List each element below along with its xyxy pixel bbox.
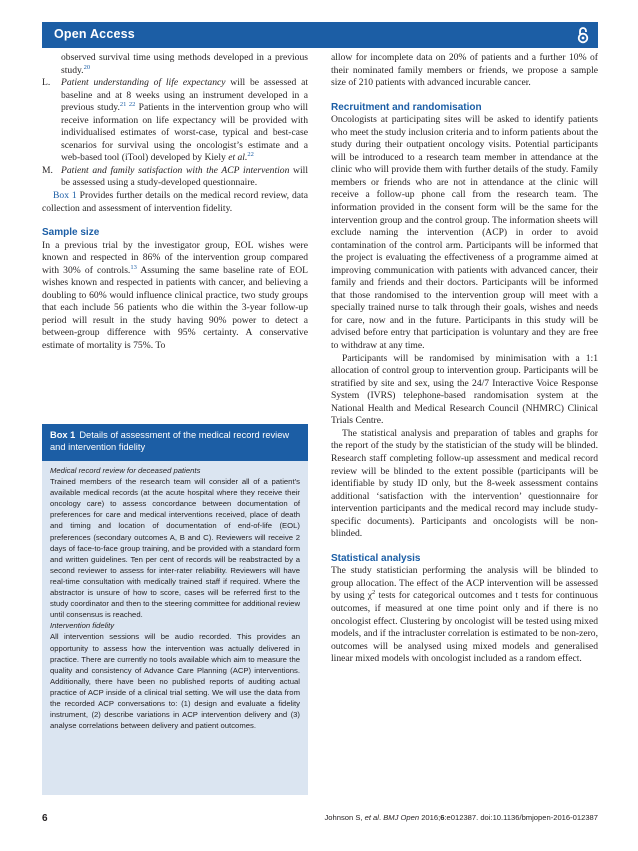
page-number: 6 xyxy=(42,813,48,824)
recruitment-paragraph-3: The statistical analysis and preparation of tables and graphs for the report of the study by the statistician of the study will be blinded. Research staff completing follow-up assessment and medical record review will be blinded to the extent possible (participants will be identifiable by study ID only, but the 8-week assessment contains additional ‘satisfaction with the intervention’ questionnaire for intervention participants and the medical record may include study-specific documents). Participants and oncologists will be non-blinded. xyxy=(331,427,598,540)
box-1-fidelity-text: All intervention sessions will be audio recorded. This provides an opportunity to assess how the intervention was actually delivered in practice. There are currently no tools available which aim to measure the quality and consistency of Advance Care Planning (ACP) interventions. Additionally, there have been no published reports of auditing actual practice of ACP inside of a clinical trial setting. We will use the data from the recorded ACP conversations to: (1) design and evaluate a fidelity instrument, (2) describe variations in ACP intervention delivery and (3) analyse correlations between delivery and patient outcomes. xyxy=(50,632,300,731)
box-1-medical-record-text: Trained members of the research team will consider all of a patient’s available medical records (at the acute hospital where they receive their oncology care) to assess concordance between documentation of preferences for care and medical interventions received, place of death and timing and location of documentation of end-of-life (EOL) preferences (secondary outcomes A, B and C). Reviewers will receive 2 days of face-to-face group training, and be provided with a standard form and written guidelines. Ten per cent of records will be reabstracted by a second reviewer to assess for inter-rater reliability. Reviewers will have real-time consultation with medically trained staff if required. Where the abstractor is unsure of how to score, cases will be referred first to the study coordinator and then to the steering committee for additional review until consensus is reached. xyxy=(50,477,300,620)
box-reference-paragraph: Box 1 Provides further details on the medical record review, data collection and assessment of intervention fidelity. xyxy=(42,190,308,214)
list-item-m: M. Patient and family satisfaction with the ACP intervention will be assessed using a study-developed questionnaire. xyxy=(42,164,308,189)
box-1-header xyxy=(42,424,308,461)
box-1-subhead-fidelity: Intervention fidelity xyxy=(50,621,115,631)
footer-citation: Johnson S, et al. BMJ Open 2016;6:e012387. doi:10.1136/bmjopen-2016-012387 xyxy=(324,813,598,822)
recruitment-paragraph-2: Participants will be randomised by minimisation with a 1:1 allocation of control group to intervention group. Participants will be stratified by site and sex, using the 24/7 Interactive Voice Response System (IVRS) telephone-based randomisation system at the National Health and Medical Research Council (NHMRC) Clinical Trials Centre. xyxy=(331,352,598,427)
recruitment-heading: Recruitment and randomisation xyxy=(331,101,482,113)
box-1-subhead-medical-record: Medical record review for deceased patients xyxy=(50,466,201,475)
right-column xyxy=(331,52,598,666)
continued-paragraph: observed survival time using methods developed in a previous study.$^{20}$ xyxy=(61,52,308,76)
box-1-title: Details of assessment of the medical record review and intervention fidelity xyxy=(50,430,290,452)
list-item-l: L. Patient understanding of life expectancy will be assessed at baseline and at 8 weeks using an instrument developed in a previous study.$^{21 22}$ Patients in the intervention group who will receive information on life expectancy will be provided with individualised estimates of worst-case, typical and best-case scenarios for survival using the oncologist’s estimate and a web-based tool (iTool) developed by Kiely et al.$^{22}$ xyxy=(42,77,308,164)
open-access-lock-icon xyxy=(577,26,589,44)
box-1-body xyxy=(42,461,308,731)
header-bar xyxy=(42,22,598,48)
sample-size-paragraph: In a previous trial by the investigator group, EOL wishes were known and respected in 86% of the intervention group compared with 30% of controls.$^{13}$ Assuming the same baseline rate of EOL wishes known and respected in patients with cancer, and believing a doubling to 60% would influence clinical practice, two study groups that each include 56 patients who die within the 3-year follow-up period will result in the study having 90% power to detect a between-group difference with 95% certainty. A conservative estimate of mortality is 75%. To xyxy=(42,239,308,352)
box-1-link[interactable]: Box 1 xyxy=(53,190,77,202)
right-intro-paragraph: allow for incomplete data on 20% of patients and a further 10% of their nominated family members or friends, we propose a sample size of 210 patients with advanced incurable cancer. xyxy=(331,52,598,89)
sample-size-heading: Sample size xyxy=(42,227,100,239)
box-1-label: Box 1 xyxy=(50,430,76,440)
left-column xyxy=(42,52,308,353)
box-1 xyxy=(42,424,308,795)
recruitment-paragraph-1: Oncologists at participating sites will be asked to identify patients who meet the study inclusion criteria and to inform patients about the study during their outpatient oncology visits. Potential participants will be introduced to a research team member in attendance at the clinic who will provide them with further details of the study. Family members or friends who are not in attendance at the clinic will receive a follow-up phone call from the research team. The information provided in the consent form will be the same for the intervention group and the control group. The information sheets will exclude naming the intervention (ACP) in order to avoid contamination of the control arm. Participants will be informed that the project is evaluating the effectiveness of a programme aimed at improving communication with patients with advanced cancer, their family and friends and their doctors. Participants will be informed that those randomised to the intervention group will meet with a specially trained nurse to talk through their goals, wishes and needs for care, now and in the future. Participants in this study will be advised before entry that participation is voluntary and they are free to withdraw at any time. xyxy=(331,114,598,352)
header-title: Open Access xyxy=(54,27,135,41)
statistical-analysis-paragraph: The study statistician performing the analysis will be blinded to group allocation. The effect of the ACP intervention will be assessed by using $\chi^2$ tests for categorical outcomes and t tests for continuous outcomes, if measured at one time point only and if there is no oncologist effect. Clustering by oncologist will be tested using mixed models, and if the intracluster correlation is estimated to be non-zero, outcomes will be analysed using mixed models and generalised linear mixed models with oncologist included as a random effect. xyxy=(331,565,598,665)
statistical-analysis-heading: Statistical analysis xyxy=(331,552,421,564)
